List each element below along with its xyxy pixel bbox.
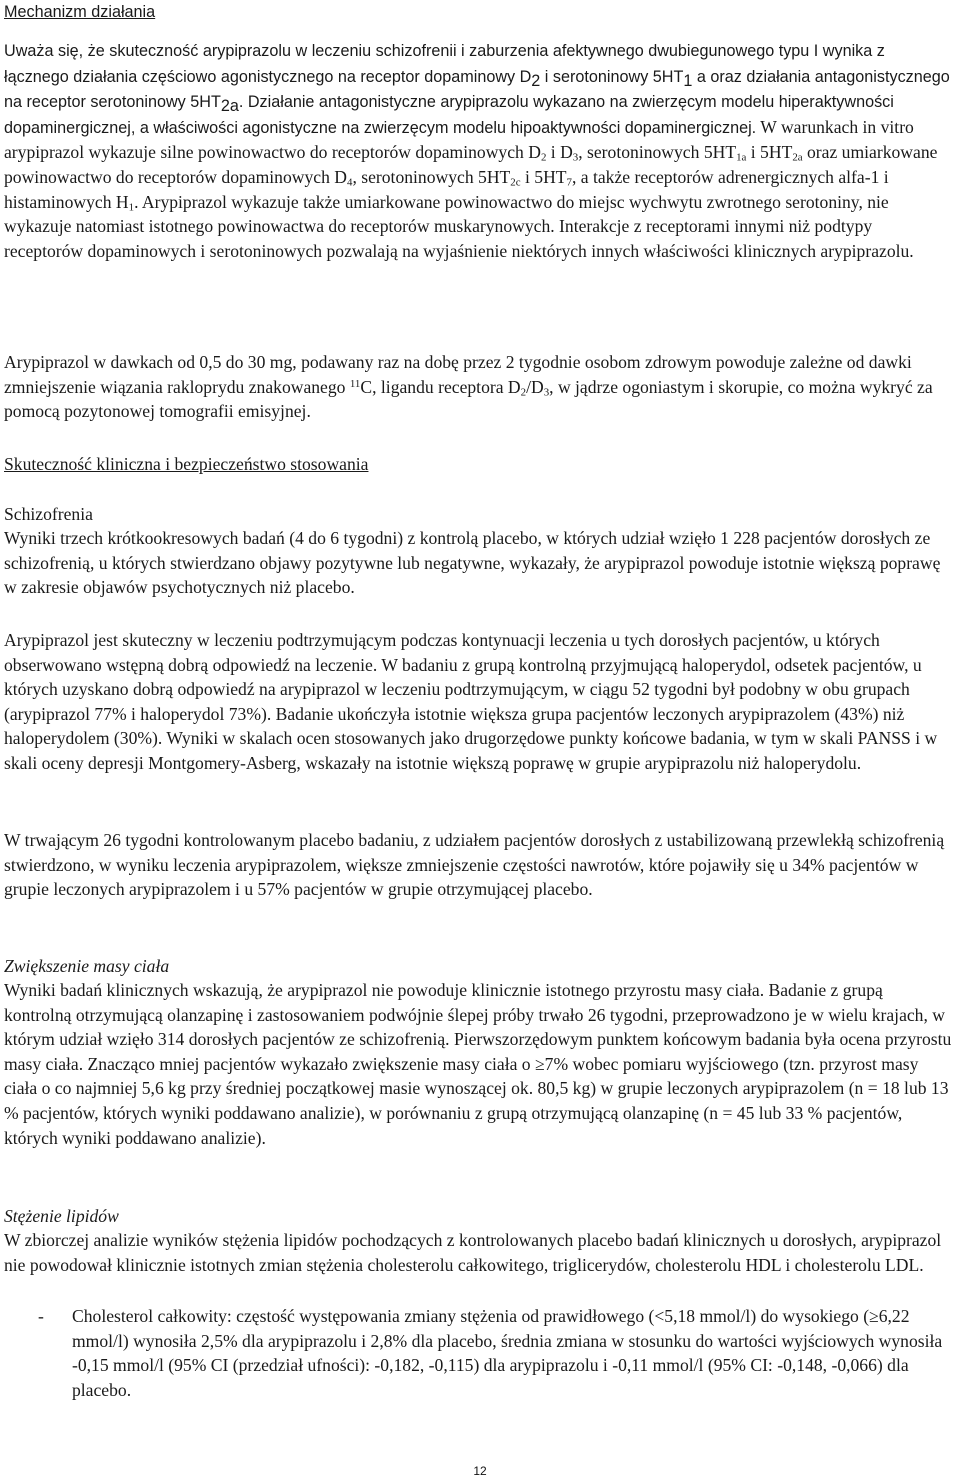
superscript: 11 [349, 377, 361, 390]
subscript: 2 [520, 386, 527, 399]
text-run: , w jądrze ogoniastym i skorupie, co można wykryć za pomocą pozytonowej tomografii emisyjnej. [4, 376, 933, 422]
subscript: 7 [566, 176, 572, 189]
text-run: . Arypiprazol wykazuje także umiarkowane powinowactwo do miejsc wychwytu zwrotnego serotoniny, nie wykazuje natomiast istotnego powinowactwa do receptorów muskarynowych. Interakcje z receptorami innymi niż podtypy receptorów dopaminowych i serotoninowych pozwalają na wyjaśnienie niektórych innych właściwości klinicznych arypiprazolu. [4, 191, 914, 261]
text-run: W warunkach in vitro arypiprazol wykazuje silne powinowactwo do receptorów dopaminowych D [4, 116, 914, 163]
text-run: Arypiprazol jest skuteczny w leczeniu podtrzymującym podczas kontynuacji leczenia u tych dorosłych pacjentów, u których obserwowano wstępną dobrą odpowiedź na leczenie. [4, 630, 880, 675]
text-run: Arypiprazol w dawkach od 0,5 do 30 mg, podawany raz na dobę przez 2 tygodnie osobom zdrowym powoduje zależne od dawki zmniejszenie wiązania rakloprydu znakowanego [4, 352, 912, 397]
text-run: C, ligandu receptora D [360, 376, 521, 397]
subscript: 1 [128, 201, 135, 214]
subscript: 2c [510, 176, 521, 189]
paragraph-text: Wyniki trzech krótkookresowych badań (4 do 6 tygodni) z kontrolą placebo, w których udział wzięło 1 228 pacjentów dorosłych ze schizofrenią, u których stwierdzano objawy pozytywne lub negatywne, wykazały, że arypiprazol powoduje istotnie większą poprawę w zakresie objawów psychotycznych niż placebo. [4, 528, 941, 598]
subscript: 2a [220, 97, 239, 116]
text-run: . Działanie antagonistyczne arypiprazolu wykazano na zwierzęcym modelu hiperaktywności dopaminergicznej, a właściwości agonistyczne na zwierzęcym modelu hipoaktywności dopaminergicznej. [4, 93, 894, 137]
section-heading-efficacy [4, 452, 954, 477]
subscript: 1a [736, 152, 747, 165]
subheading-text: Schizofrenia [4, 504, 93, 524]
text-run: oraz umiarkowane powinowactwo do receptorów dopaminowych D [4, 142, 938, 187]
page-number: 12 [473, 1464, 487, 1478]
subscript: 3 [572, 152, 579, 165]
subscript: 4 [347, 176, 353, 189]
text-run: a oraz działania antagonistycznego na receptor serotoninowy 5HT [4, 67, 950, 112]
subscript: 3 [543, 386, 550, 399]
mechanism-paragraph-1 [4, 38, 954, 263]
list-bullet: - [38, 1306, 44, 1326]
schizophrenia-paragraph-3 [4, 828, 954, 902]
paragraph-text: W zbiorczej analizie wyników stężenia lipidów pochodzących z kontrolowanych placebo badań klinicznych u dorosłych, arypiprazol nie powodował klinicznie istotnych zmian stężenia cholesterolu całkowitego, triglicerydów, cholesterolu HDL i cholesterolu LDL. [4, 1230, 942, 1275]
subheading-lipids [4, 1204, 954, 1229]
subheading-text: Stężenie lipidów [4, 1206, 119, 1226]
subscript: 2 [531, 71, 541, 90]
heading-text: Mechanizm działania [4, 3, 156, 21]
paragraph-text: W trwającym 26 tygodni kontrolowanym placebo badaniu, z udziałem pacjentów dorosłych z ustabilizowaną przewlekłą schizofrenią stwierdzono, w wyniku leczenia arypiprazolem, większe zmniejszenie częstości nawrotów, które pojawiły się u 34% pacjentów w grupie leczonych arypiprazolem i u 57% pacjentów w grupie otrzymującej placebo. [4, 830, 945, 900]
paragraph-text: Wyniki badań klinicznych wskazują, że arypiprazol nie powoduje klinicznie istotnego przyrostu masy ciała. Badanie z grupą kontrolną otrzymującą olanzapinę i zastosowaniem podwójnie ślepej próby trwało 26 tygodni, przeprowadzono je w wielu krajach, w którym udział wzięło 314 dorosłych pacjentów ze schizofrenią. Pierwszorzędowym punktem końcowym badania była ocena przyrostu masy ciała. Znacząco mniej pacjentów wykazało zwiększenie masy ciała o ≥7% wobec pomiaru wyjściowego (tzn. przyrost masy ciała o co najmniej 5,6 kg przy średniej początkowej masie wynoszącej ok. 80,5 kg) w grupie leczonych arypiprazolem (n = 18 lub 13 % pacjentów, których wyniki poddawano analizie), w porównaniu z grupą otrzymującą olanzapinę (n = 45 lub 33 % pacjentów, których wyniki poddawano analizie). [4, 980, 952, 1148]
text-run: W badaniu z grupą kontrolną przyjmującą haloperydol, odsetek pacjentów, u których uzyskano dobrą odpowiedź na arypiprazol w leczeniu podtrzymującym, w ciągu 52 tygodni był podobny w obu grupach (arypiprazol 77% i haloperydol 73%). Badanie ukończyła istotnie większa grupa pacjentów leczonych arypiprazolem (43%) niż haloperydolem (30%). Wyniki w skalach ocen stosowanych jako drugorzędowe punkty końcowe badania, w tym w skali PANSS i w skali oceny depresji Montgomery-Asberg, wskazały na istotnie większą poprawę w grupie arypiprazolu niż haloperydolu. [4, 654, 938, 773]
mechanism-paragraph-2 [4, 350, 954, 424]
section-heading-mechanism [4, 0, 954, 25]
subheading-schizophrenia [4, 502, 954, 527]
text-run: i 5HT [520, 166, 567, 187]
subscript: 2a [792, 152, 803, 165]
heading-text: Skuteczność kliniczna i bezpieczeństwo stosowania [4, 454, 369, 474]
list-item-text: Cholesterol całkowity: częstość występowania zmiany stężenia od prawidłowego (<5,18 mmol/l) do wysokiego (≥6,22 mmol/l) wynosiła 2,5% dla arypiprazolu i 2,8% dla placebo, średnia zmiana w stosunku do wartości wyjściowych wynosiła -0,15 mmol/l (95% CI (przedział ufności): -0,182, -0,115) dla arypiprazolu i -0,11 mmol/l (95% CI: -0,148, -0,066) dla placebo. [72, 1306, 943, 1400]
weight-paragraph-1 [4, 978, 954, 1150]
schizophrenia-paragraph-2 [4, 628, 954, 776]
text-run: , a także receptorów adrenergicznych alfa-1 i histaminowych H [4, 166, 889, 212]
subheading-weight-gain [4, 954, 954, 979]
subheading-text: Zwiększenie masy ciała [4, 956, 170, 976]
text-run: Uważa się, że skuteczność arypiprazolu w leczeniu schizofrenii i zaburzenia afektywnego dwubiegunowego typu I wynika z łącznego działania częściowo agonistycznego na receptor dopaminowy D [4, 42, 885, 86]
text-run: i D [546, 142, 573, 163]
lipids-paragraph-1 [4, 1228, 954, 1277]
lipids-list-item-1 [4, 1304, 954, 1402]
subscript: 2 [540, 152, 547, 165]
text-run: , serotoninowych 5HT [352, 166, 511, 187]
text-run: i serotoninowy 5HT [540, 67, 684, 86]
schizophrenia-paragraph-1 [4, 526, 954, 600]
text-run: i 5HT [746, 142, 793, 163]
subscript: 1 [683, 71, 693, 90]
text-run: /D [526, 376, 544, 397]
text-run: , serotoninowych 5HT [578, 142, 737, 163]
